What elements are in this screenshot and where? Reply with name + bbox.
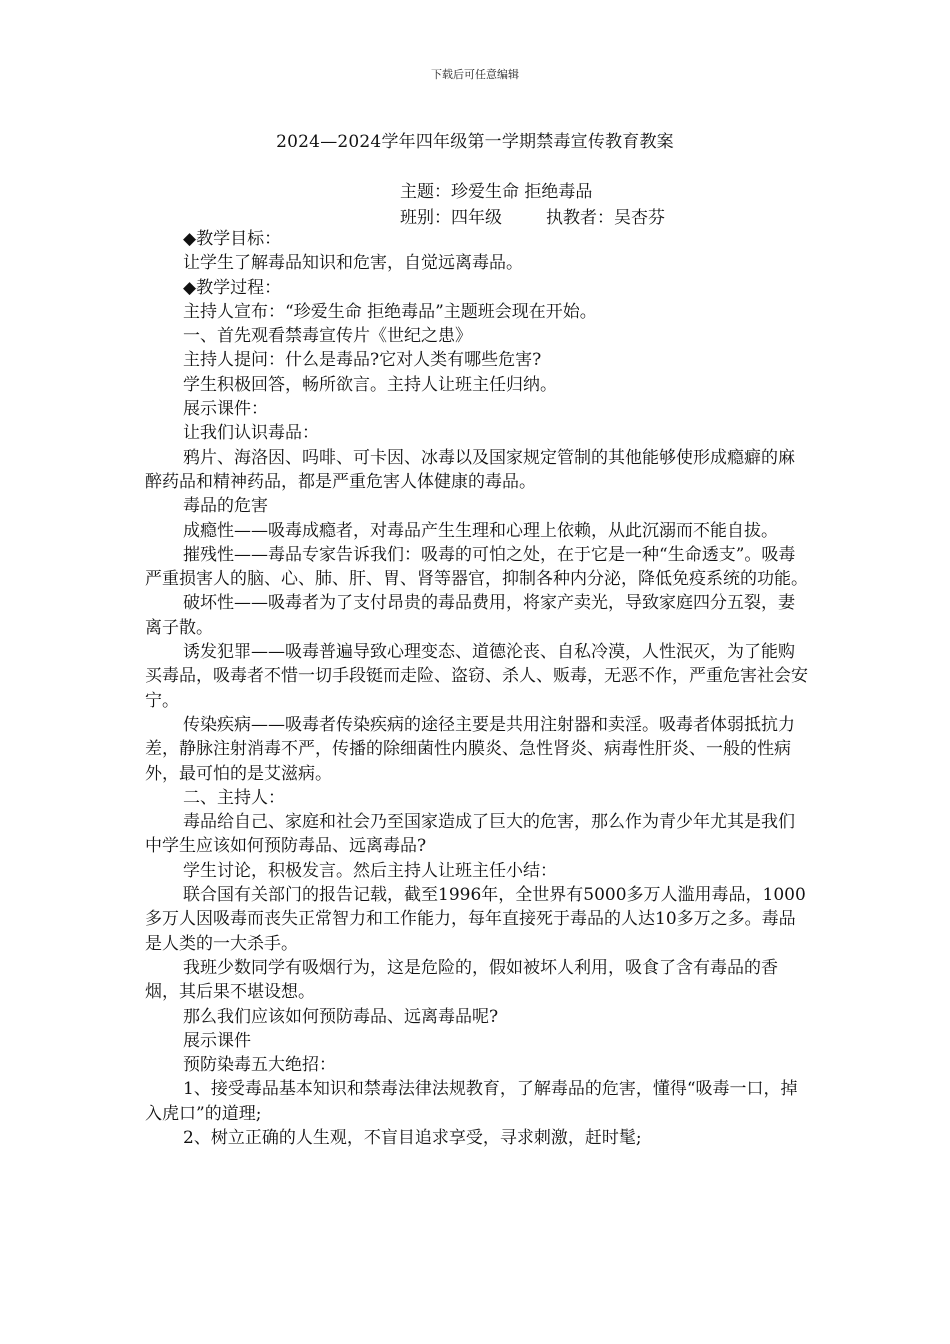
teacher-label: 执教者：吴杏芬 <box>546 208 665 228</box>
paragraph: 毒品的危害 <box>183 496 268 517</box>
paragraph: 传染疾病——吸毒者传染疾病的途径主要是共用注射器和卖淫。吸毒者体弱抵抗力差，静脉注射消毒不严，传播的除细菌性内膜炎、急性肾炎、病毒性肝炎、一般的性病外，最可怕的是艾滋病。 <box>145 714 795 784</box>
paragraph: ◆教学过程： <box>183 277 282 298</box>
paragraph: ◆教学目标： <box>183 229 282 249</box>
paragraph: 2、树立正确的人生观，不盲目追求享受，寻求刺激，赶时髦; <box>183 1127 642 1148</box>
paragraph: 联合国有关部门的报告记载，截至1996年，全世界有5000多万人滥用毒品，1000多万人因吸毒而丧失正常智力和工作能力，每年直接死于毒品的人达10多万之多。毒品是人类的一大杀手。 <box>145 885 806 954</box>
paragraph: 成瘾性——吸毒成瘾者，对毒品产生生理和心理上依赖，从此沉溺而不能自拔。 <box>183 520 778 541</box>
paragraph: 毒品给自己、家庭和社会乃至国家造成了巨大的危害，那么作为青少年尤其是我们中学生应该如何预防毒品、远离毒品? <box>145 812 795 857</box>
paragraph: 1、接受毒品基本知识和禁毒法律法规教育，了解毒品的危害，懂得“吸毒一口，掉入虎口”的道理; <box>145 1079 798 1124</box>
class-teacher-line <box>400 203 665 228</box>
document-title: 2024—2024学年四年级第一学期禁毒宣传教育教案 <box>276 132 674 152</box>
paragraph: 主持人提问：什么是毒品?它对人类有哪些危害? <box>183 350 542 371</box>
header-note: 下载后可任意编辑 <box>431 68 519 81</box>
paragraph: 预防染毒五大绝招： <box>183 1055 336 1076</box>
paragraph: 让学生了解毒品知识和危害，自觉远离毒品。 <box>183 253 523 274</box>
paragraph: 鸦片、海洛因、吗啡、可卡因、冰毒以及国家规定管制的其他能够使形成瘾癖的麻醉药品和精神药品，都是严重危害人体健康的毒品。 <box>145 447 795 492</box>
paragraph: 摧残性——毒品专家告诉我们：吸毒的可怕之处，在于它是一种“生命透支”。吸毒严重损害人的脑、心、肺、肝、胃、肾等器官，抑制各种内分泌，降低免疫系统的功能。 <box>145 544 808 590</box>
paragraph: 学生积极回答，畅所欲言。主持人让班主任归纳。 <box>183 374 557 395</box>
paragraph: 主持人宣布：“珍爱生命 拒绝毒品”主题班会现在开始。 <box>183 301 597 322</box>
class-label: 班别：四年级 <box>400 208 502 228</box>
paragraph: 一、首先观看禁毒宣传片《世纪之患》 <box>183 326 472 347</box>
document-body <box>145 227 809 1150</box>
paragraph: 那么我们应该如何预防毒品、远离毒品呢? <box>183 1006 499 1027</box>
paragraph: 展示课件 <box>183 1030 251 1051</box>
topic-line: 主题：珍爱生命 拒绝毒品 <box>400 182 593 202</box>
paragraph: 展示课件： <box>183 399 268 420</box>
paragraph: 让我们认识毒品： <box>183 423 319 444</box>
paragraph: 学生讨论，积极发言。然后主持人让班主任小结： <box>183 860 557 881</box>
paragraph: 诱发犯罪——吸毒普遍导致心理变态、道德沦丧、自私冷漠，人性泯灭，为了能购买毒品，吸毒者不惜一切手段铤而走险、盗窃、杀人、贩毒，无恶不作，严重危害社会安宁。 <box>145 642 808 711</box>
paragraph: 我班少数同学有吸烟行为，这是危险的，假如被坏人利用，吸食了含有毒品的香烟，其后果不堪设想。 <box>145 957 778 1003</box>
paragraph: 破坏性——吸毒者为了支付昂贵的毒品费用，将家产卖光，导致家庭四分五裂，妻离子散。 <box>145 593 795 638</box>
paragraph: 二、主持人： <box>183 787 285 808</box>
